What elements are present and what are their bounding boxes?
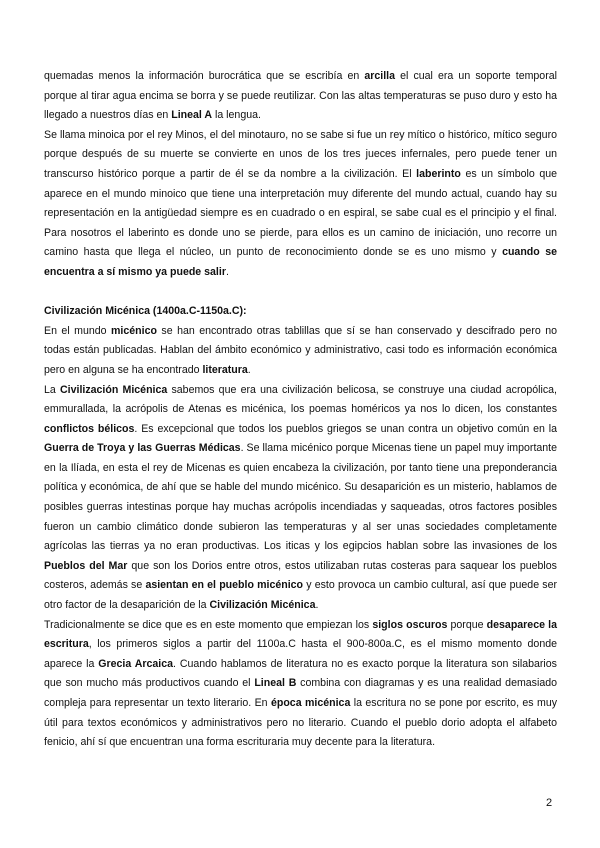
text-run: Tradicionalmente se dice que es en este momento que empiezan los xyxy=(44,618,373,631)
text-run: la lengua. xyxy=(212,109,261,122)
page-number: 2 xyxy=(546,797,553,809)
text-run: . Se llama micénico porque Micenas tiene un papel muy importante en la Ilíada, en esta el rey de Micenas es quien encabeza la civilización, por tanto tiene una preponderancia política y económica, de ahí que se hable del mundo micénico. Su desaparición es un misterio, hablamos de posibles guerras intestinas porque hay muchas acrópolis incendiadas y saqueadas, otros factores posibles fueron un cambio climático donde subieron las temperaturas y al ser unas sociedades completamente agrícolas las tierras ya no eran productivas. Los iticas y los egipcios hablan sobre las invasiones de los xyxy=(44,442,558,553)
bold-text: desaparece la escritura xyxy=(44,618,557,651)
text-run: combina con diagramas y es una realidad demasiado compleja para representar un texto literario. En xyxy=(44,677,557,709)
bold-text: Grecia Arcaica xyxy=(98,657,174,670)
text-run: y esto provoca un cambio cultural, así que puede ser otro factor de la desaparición de la xyxy=(44,579,557,612)
text-run: se han encontrado otras tablillas que sí se han conservado y descifrado pero no todas están publicadas. Hablan del ámbito económico y administrativo, casi todo es información económica pero en alguna se ha encontrado xyxy=(44,324,557,376)
text-run: . xyxy=(225,265,229,278)
bold-text: Pueblos del Mar xyxy=(44,559,128,572)
paragraph-tradicional xyxy=(44,616,557,753)
text-run: . Es excepcional que todos los pueblos griegos se unan contra un objetivo común en la xyxy=(134,422,557,435)
text-run: . Cuando hablamos de literatura no es exacto porque la literatura son silabarios que son mucho más productivos cuando el xyxy=(44,657,557,690)
section-heading: Civilización Micénica (1400a.C-1150a.C): xyxy=(44,305,247,318)
text-run: . xyxy=(315,599,319,612)
bold-text: micénico xyxy=(111,324,157,337)
paragraph-gap xyxy=(44,283,557,303)
paragraph-intro xyxy=(44,67,557,126)
text-run: quemadas menos la información burocrática que se escribía en xyxy=(44,70,365,82)
bold-text: época micénica xyxy=(270,697,351,709)
bold-text: Civilización Micénica xyxy=(209,599,316,612)
document-body xyxy=(44,67,557,753)
bold-text: literatura xyxy=(202,363,248,376)
paragraph-micenico-intro xyxy=(44,322,557,381)
bold-text: Civilización Micénica xyxy=(60,383,168,396)
text-run: Se llama minoica por el rey Minos, el del minotauro, no se sabe si fue un rey mítico o histórico, mítico seguro porque después de su muerte se convierte en unos de los tres jueces infernales, pero puede tener un transcurso histórico porque a partir de él se da nombre a la civilización. El xyxy=(44,128,557,180)
text-run: La xyxy=(44,383,61,396)
text-run: porque xyxy=(447,618,487,631)
paragraph-civilizacion xyxy=(44,381,557,616)
bold-text: siglos oscuros xyxy=(372,618,448,631)
text-run: que son los Dorios entre otros, estos utilizaban rutas costeras para saquear los pueblos costeros, además se xyxy=(44,559,557,592)
text-run: es un símbolo que aparece en el mundo minoico que tiene una interpretación muy diferente del mundo actual, cuando hay su representación en la antigüedad siempre es en cuadrado o en espiral, se sabe cual es el principio y el final. Para nosotros el laberinto es donde uno se pierde, para ellos es un camino de iniciación, uno recorre un camino hasta que llega el núcleo, un punto de reconocimiento donde se es uno mismo y xyxy=(44,167,557,259)
bold-text: laberinto xyxy=(416,167,461,180)
bold-text: Guerra de Troya y las Guerras Médicas xyxy=(44,442,241,455)
text-run: . xyxy=(247,363,251,376)
bold-text: cuando se encuentra a sí mismo ya puede salir xyxy=(44,246,557,278)
bold-text: conflictos bélicos xyxy=(44,422,135,435)
bold-text: Lineal B xyxy=(254,677,297,690)
bold-text: asientan en el pueblo micénico xyxy=(145,579,304,592)
bold-text: Lineal A xyxy=(171,109,213,122)
text-run: sabemos que era una civilización belicosa, se construye una ciudad acropólica, emmurallada, la acrópolis de Atenas es micénica, los poemas homéricos ya nos lo dicen, los constantes xyxy=(44,383,557,416)
bold-text: arcilla xyxy=(364,70,396,82)
text-run: el cual era un soporte temporal porque al tirar agua encima se borra y se puede reutilizar. Con las altas temperaturas se puso duro y esto ha llegado a nuestros días en xyxy=(44,70,557,122)
text-run: la escritura no se pone por escrito, es muy útil para textos económicos y administrativos pero no literario. Cuando el pueblo dorio adopta el alfabeto fenicio, ahí sí que encuentran una forma escrituraria muy decente para la literatura. xyxy=(44,697,558,749)
text-run: , los primeros siglos a partir del 1100a.C hasta el 900-800a.C, es el mismo momento donde aparece la xyxy=(44,638,557,670)
text-run: En el mundo xyxy=(44,324,112,337)
paragraph-minoica xyxy=(44,126,557,283)
